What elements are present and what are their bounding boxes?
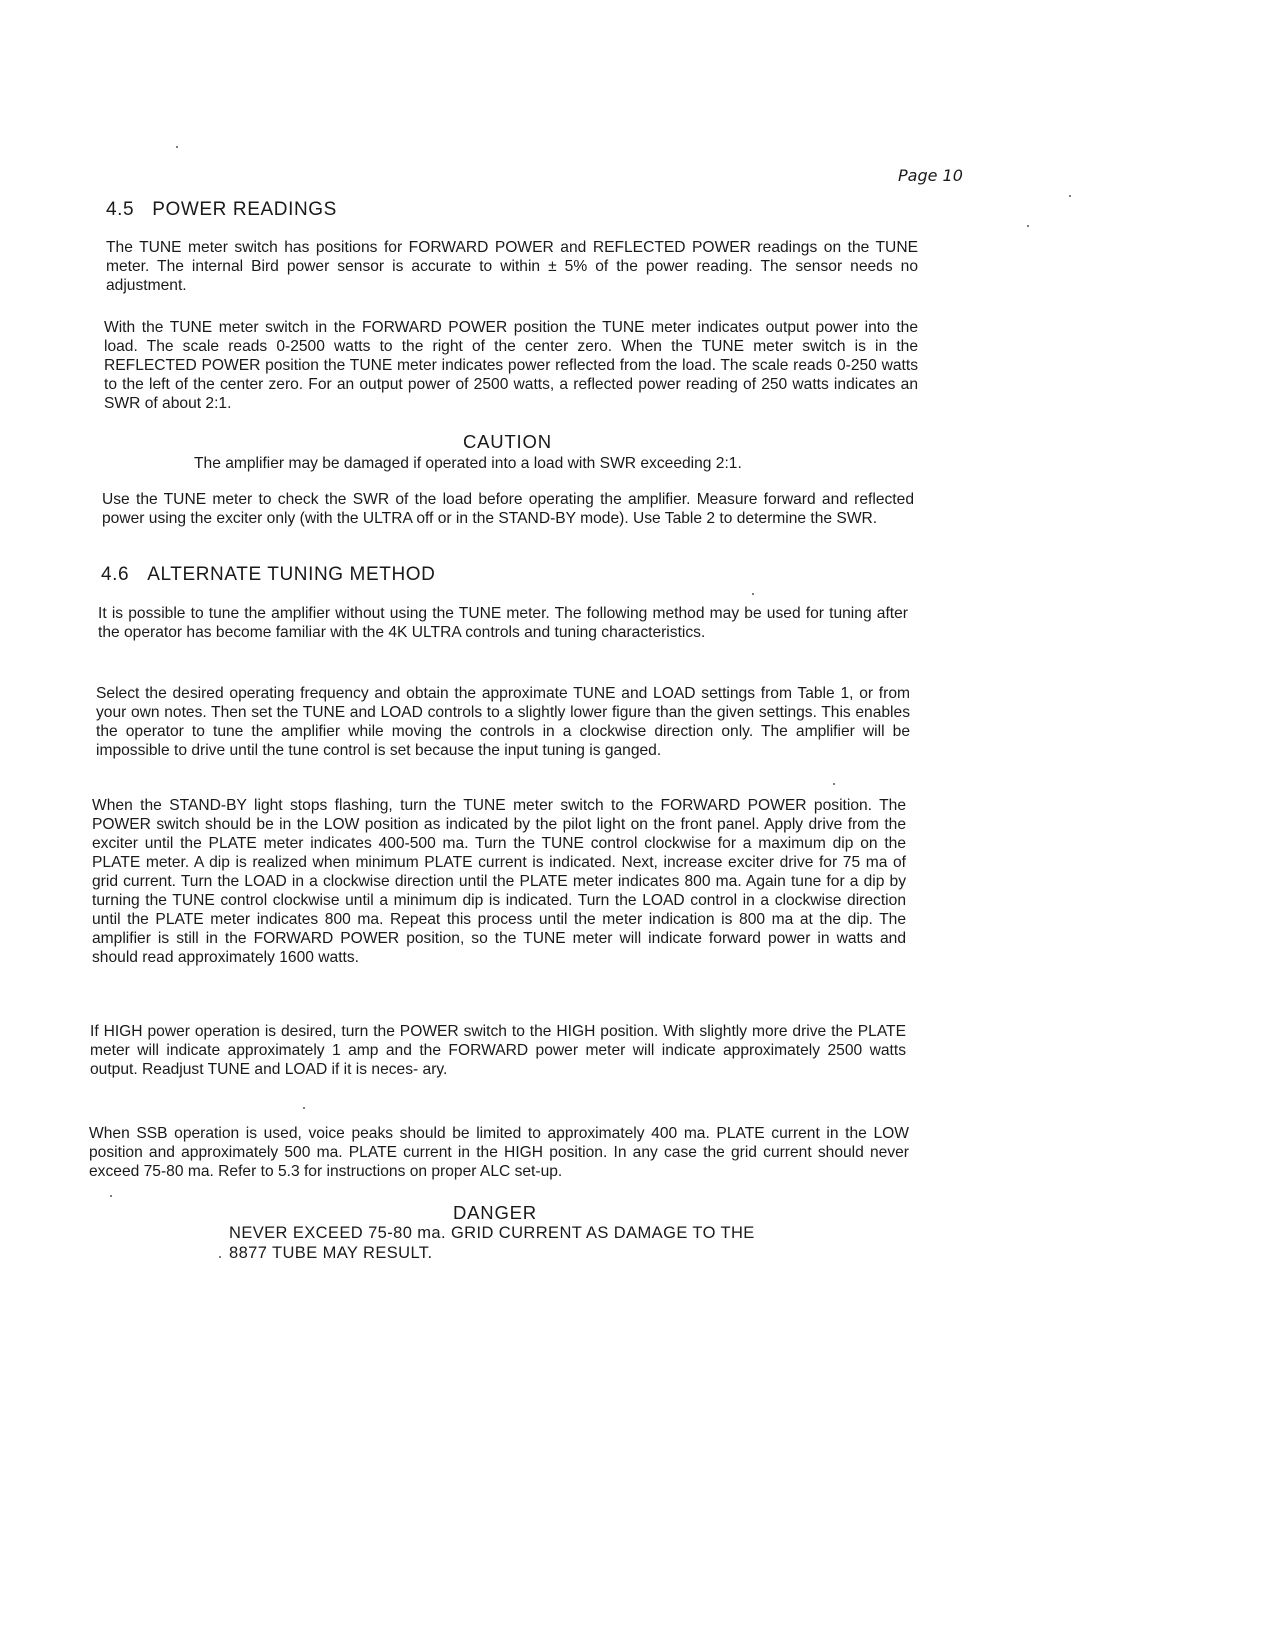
scan-speck [219, 1256, 221, 1258]
section-heading-4-6 [101, 564, 435, 586]
paragraph-tuning-procedure: When the STAND-BY light stops flashing, turn the TUNE meter switch to the FORWARD POWER position. The POWER switch should be in the LOW position as indicated by the pilot light on the front panel. Apply drive from the exciter until the PLATE meter indicates 400-500 ma. Turn the TUNE control clockwise for a maximum dip on the PLATE meter. A dip is realized when minimum PLATE current is indicated. Next, increase exciter drive for 75 ma of grid current. Turn the LOAD in a clockwise direction until the PLATE meter indicates 800 ma. Again tune for a dip by turning the TUNE control clockwise until a minimum dip is indicated. Turn the LOAD control in a clockwise direction until the PLATE meter indicates 800 ma. Repeat this process until the meter indication is 800 ma at the dip. The amplifier is still in the FORWARD POWER position, so the TUNE meter will indicate forward power in watts and should read approximately 1600 watts. [92, 797, 906, 966]
scan-speck [110, 1195, 112, 1197]
paragraph-ssb-operation: When SSB operation is used, voice peaks should be limited to approximately 400 ma. PLATE current in the LOW position and approximately 500 ma. PLATE current in the HIGH position. In any case the grid current should never exceed 75-80 ma. Refer to 5.3 for instructions on proper ALC set-up. [89, 1125, 909, 1180]
paragraph-power-sensor: The TUNE meter switch has positions for FORWARD POWER and REFLECTED POWER readings on the TUNE meter. The internal Bird power sensor is accurate to within ± 5% of the power reading. The sensor needs no adjustment. [106, 239, 918, 294]
paragraph-tune-meter-scale: With the TUNE meter switch in the FORWARD POWER position the TUNE meter indicates output power into the load. The scale reads 0-2500 watts to the right of the center zero. When the TUNE meter switch is in the REFLECTED POWER position the TUNE meter indicates power reflected from the load. The scale reads 0-250 watts to the left of the center zero. For an output power of 2500 watts, a reflected power reading of 250 watts indicates an SWR of about 2:1. [104, 319, 918, 412]
caution-text: The amplifier may be damaged if operated into a load with SWR exceeding 2:1. [194, 455, 742, 472]
paragraph-check-swr: Use the TUNE meter to check the SWR of the load before operating the amplifier. Measure forward and reflected power using the exciter only (with the ULTRA off or in the STAND-BY mode). Use Table 2 to determine the SWR. [102, 491, 914, 527]
section-title: ALTERNATE TUNING METHOD [147, 564, 436, 585]
page-number: Page 10 [898, 166, 963, 185]
scan-speck [303, 1107, 305, 1109]
scan-speck [833, 783, 835, 785]
danger-text-line-2: 8877 TUBE MAY RESULT. [229, 1244, 433, 1262]
section-title: POWER READINGS [152, 199, 337, 220]
danger-text-line-1: NEVER EXCEED 75-80 ma. GRID CURRENT AS DAMAGE TO THE [229, 1224, 755, 1242]
scan-speck [1069, 195, 1071, 197]
paragraph-tune-without-meter: It is possible to tune the amplifier without using the TUNE meter. The following method may be used for tuning after the operator has become familiar with the 4K ULTRA controls and tuning characteristics. [98, 605, 908, 641]
scan-speck [1027, 225, 1029, 227]
scan-speck [752, 593, 754, 595]
danger-title: DANGER [453, 1202, 537, 1223]
section-number: 4.5 [106, 199, 135, 220]
scan-speck [176, 146, 178, 148]
paragraph-select-frequency: Select the desired operating frequency and obtain the approximate TUNE and LOAD settings from Table 1, or from your own notes. Then set the TUNE and LOAD controls to a slightly lower figure than the given settings. This enables the operator to tune the amplifier while moving the controls in a clockwise direction only. The amplifier will be impossible to drive until the tune control is set because the input tuning is ganged. [96, 685, 910, 759]
caution-title: CAUTION [463, 431, 552, 452]
section-number: 4.6 [101, 564, 130, 585]
paragraph-high-power: If HIGH power operation is desired, turn the POWER switch to the HIGH position. With slightly more drive the PLATE meter will indicate approximately 1 amp and the FORWARD power meter will indicate approximately 2500 watts output. Readjust TUNE and LOAD if it is neces- ary. [90, 1023, 906, 1078]
section-heading-4-5 [106, 199, 337, 221]
